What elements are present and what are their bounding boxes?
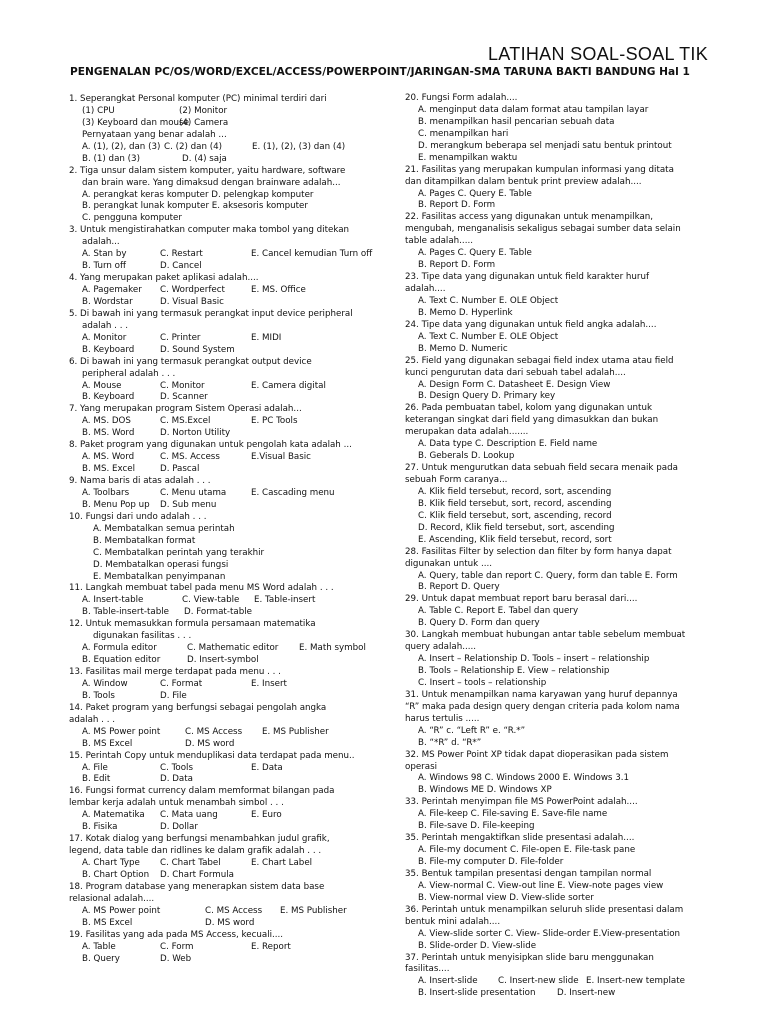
option-line: D. Membatalkan operasi fungsi bbox=[93, 559, 229, 570]
option-line: B. Insert-slide presentation D. Insert-new bbox=[418, 988, 616, 999]
option-line: D. Record, Klik field tersebut, sort, ascending bbox=[418, 522, 615, 533]
option-line: B. Design Query D. Primary key bbox=[418, 391, 556, 402]
question-line: 7. Yang merupakan program Sistem Operasi adalah... bbox=[69, 404, 302, 415]
option-line: A. Toolbars C. Menu utama E. Cascading menu bbox=[82, 487, 335, 498]
option-line: A. “R” c. “Left R” e. “R.*” bbox=[418, 725, 526, 736]
question-line: digunakan fasilitas . . . bbox=[93, 631, 192, 642]
question-line: 12. Untuk memasukkan formula persamaan matematika bbox=[69, 619, 316, 630]
option-line: B. perangkat lunak komputer E. aksesoris komputer bbox=[82, 201, 308, 212]
option-line: (1) CPU (2) Monitor bbox=[82, 105, 228, 116]
question-line: sebuah Form caranya... bbox=[405, 475, 508, 485]
question-line: 32. MS Power Point XP tidak dapat dioperasikan pada sistem bbox=[405, 749, 669, 760]
option-line: A. View-slide sorter C. View- Slide-order E.View-presentation bbox=[418, 928, 681, 939]
question-line: 35. Perintah mengaktifkan slide presentasi adalah.... bbox=[405, 833, 635, 844]
question-line: kunci pengurutan data dari sebuah tabel adalah.... bbox=[405, 367, 626, 378]
option-line: B. Slide-order D. View-slide bbox=[418, 940, 537, 951]
option-line: B. Memo D. Hyperlink bbox=[418, 307, 513, 318]
option-line: B. Windows ME D. Windows XP bbox=[418, 785, 552, 796]
option-line: B. File-save D. File-keeping bbox=[418, 821, 535, 832]
question-line: adalah . . . bbox=[69, 714, 115, 725]
question-line: “R” maka pada design query dengan criteria pada kolom nama bbox=[405, 701, 680, 712]
option-line: A. Formula editor C. Mathematic editor E. Math symbol bbox=[82, 643, 366, 654]
question-line: 20. Fungsi Form adalah.... bbox=[405, 93, 518, 103]
option-line: A. Chart Type C. Chart Tabel E. Chart Label bbox=[82, 858, 313, 868]
question-line: 33. Perintah menyimpan file MS PowerPoint adalah.... bbox=[405, 797, 638, 808]
left-column bbox=[69, 94, 394, 965]
option-line: A. Text C. Number E. OLE Object bbox=[418, 331, 559, 342]
option-line: B. Memo D. Numeric bbox=[418, 343, 508, 354]
option-line: D. merangkum beberapa sel menjadi satu bentuk printout bbox=[418, 140, 672, 151]
question-line: 1. Seperangkat Personal komputer (PC) minimal terdiri dari bbox=[69, 94, 327, 104]
question-line: 17. Kotak dialog yang berfungsi menambahkan judul grafik, bbox=[69, 834, 330, 845]
question-line: mengubah, menganalisis sekaligus sebagai sumber data selain bbox=[405, 224, 681, 235]
option-line: A. Text C. Number E. OLE Object bbox=[418, 295, 559, 306]
option-line: B. Equation editor D. Insert-symbol bbox=[82, 655, 259, 666]
question-line: bentuk mini adalah.... bbox=[405, 916, 501, 927]
option-line: C. menampilkan hari bbox=[418, 128, 509, 139]
option-line: B. Fisika D. Dollar bbox=[82, 822, 198, 833]
option-line: B. “*R” d. “R*” bbox=[418, 737, 482, 748]
question-line: 37. Perintah untuk menyisipkan slide baru menggunakan bbox=[405, 952, 654, 963]
question-line: Pernyataan yang benar adalah ... bbox=[82, 129, 227, 140]
option-line: B. Chart Option D. Chart Formula bbox=[82, 869, 234, 880]
question-line: 30. Langkah membuat hubungan antar table sebelum membuat bbox=[405, 630, 686, 641]
option-line: B. Report D. Form bbox=[418, 260, 496, 271]
question-line: 19. Fasilitas yang ada pada MS Access, kecuali.... bbox=[69, 929, 284, 940]
option-line: A. Klik field tersebut, record, sort, ascending bbox=[418, 486, 612, 497]
option-line: A. Stan by C. Restart E. Cancel kemudian Turn off bbox=[82, 249, 373, 260]
option-line: B. Wordstar D. Visual Basic bbox=[82, 296, 224, 307]
question-line: 15. Perintah Copy untuk menduplikasi data terdapat pada menu.. bbox=[69, 750, 355, 761]
option-line: A. Matematika C. Mata uang E. Euro bbox=[82, 810, 282, 821]
option-line: B. View-normal view D. View-slide sorter bbox=[418, 892, 594, 903]
question-line: 31. Untuk menampilkan nama karyawan yang huruf depannya bbox=[405, 689, 678, 700]
question-line: table adalah..... bbox=[405, 236, 473, 247]
option-line: A. Insert-slide C. Insert-new slide E. Insert-new template bbox=[418, 976, 685, 987]
option-line: B. Tools – Relationship E. View – relationship bbox=[418, 666, 610, 676]
question-line: 23. Tipe data yang digunakan untuk field karakter huruf bbox=[405, 272, 650, 283]
option-line: B. menampilkan hasil pencarian sebuah data bbox=[418, 116, 615, 127]
question-line: relasional adalah.... bbox=[69, 893, 155, 904]
option-line: A. (1), (2), dan (3) C. (2) dan (4) E. (1), (2), (3) dan (4) bbox=[82, 141, 346, 152]
option-line: A. Data type C. Description E. Field name bbox=[418, 439, 598, 450]
option-line: B. Report D. Form bbox=[418, 200, 496, 211]
option-line: A. Window C. Format E. Insert bbox=[82, 678, 287, 689]
question-line: 26. Pada pembuatan tabel, kolom yang digunakan untuk bbox=[405, 403, 652, 414]
question-line: 35. Bentuk tampilan presentasi dengan tampilan normal bbox=[405, 868, 652, 879]
option-line: C. Insert – tools – relationship bbox=[418, 677, 547, 688]
option-line: A. File-keep C. File-saving E. Save-file name bbox=[418, 809, 608, 820]
option-line: A. View-normal C. View-out line E. View-note pages view bbox=[418, 880, 664, 891]
question-line: operasi bbox=[405, 761, 438, 772]
question-line: 5. Di bawah ini yang termasuk perangkat input device peripheral bbox=[69, 308, 353, 319]
option-line: E. Ascending, Klik field tersebut, record, sort bbox=[418, 534, 612, 545]
option-line: B. Menu Pop up D. Sub menu bbox=[82, 499, 217, 510]
question-line: 2. Tiga unsur dalam sistem komputer, yaitu hardware, software bbox=[69, 165, 346, 176]
question-line: 28. Fasilitas Filter by selection dan filter by form hanya dapat bbox=[405, 546, 672, 557]
option-line: B. (1) dan (3) D. (4) saja bbox=[82, 153, 227, 164]
option-line: B. Keyboard D. Sound System bbox=[82, 344, 235, 355]
option-line: A. MS. Word C. MS. Access E.Visual Basic bbox=[82, 452, 311, 463]
question-line: adalah . . . bbox=[82, 320, 128, 331]
question-line: merupakan data adalah....... bbox=[405, 427, 529, 438]
question-line: digunakan untuk .... bbox=[405, 558, 493, 569]
option-line: B. Keyboard D. Scanner bbox=[82, 392, 208, 403]
option-line: A. File-my document C. File-open E. File-task pane bbox=[418, 845, 636, 856]
option-line: A. menginput data dalam format atau tampilan layar bbox=[418, 104, 649, 115]
question-line: 24. Tipe data yang digunakan untuk field angka adalah.... bbox=[405, 319, 657, 330]
question-line: 13. Fasilitas mail merge terdapat pada menu . . . bbox=[69, 667, 281, 677]
option-line: B. Klik field tersebut, sort, record, ascending bbox=[418, 498, 612, 509]
question-line: adalah... bbox=[82, 237, 120, 248]
option-line: A. Monitor C. Printer E. MIDI bbox=[82, 332, 282, 343]
question-line: 16. Fungsi format currency dalam memformat bilangan pada bbox=[69, 786, 335, 797]
option-line: B. Report D. Query bbox=[418, 582, 500, 593]
option-line: B. MS Excel D. MS word bbox=[82, 738, 235, 749]
question-line: 9. Nama baris di atas adalah . . . bbox=[69, 476, 211, 486]
option-line: E. menampilkan waktu bbox=[418, 152, 518, 163]
option-line: B. Query D. Form dan query bbox=[418, 618, 540, 629]
option-line: C. Membatalkan perintah yang terakhir bbox=[93, 547, 265, 558]
option-line: (3) Keyboard dan mouse(4) Camera bbox=[82, 117, 229, 128]
option-line: A. File C. Tools E. Data bbox=[82, 762, 283, 773]
question-line: query adalah..... bbox=[405, 642, 477, 653]
option-line: A. Pages C. Query E. Table bbox=[418, 188, 532, 199]
page-subtitle: PENGENALAN PC/OS/WORD/EXCEL/ACCESS/POWERPOINT/JARINGAN-SMA TARUNA BAKTI BANDUNG Hal 1 bbox=[70, 66, 690, 78]
option-line: B. File-my computer D. File-folder bbox=[418, 857, 564, 867]
question-line: 21. Fasilitas yang merupakan kumpulan informasi yang ditata bbox=[405, 164, 674, 175]
question-line: fasilitas.... bbox=[405, 964, 450, 975]
option-line: B. MS. Word D. Norton Utility bbox=[82, 428, 231, 439]
option-line: B. MS. Excel D. Pascal bbox=[82, 464, 200, 475]
option-line: B. Geberals D. Lookup bbox=[418, 451, 515, 462]
question-line: 29. Untuk dapat membuat report baru berasal dari.... bbox=[405, 594, 638, 605]
question-line: 27. Untuk mengurutkan data sebuah field secara menaik pada bbox=[405, 463, 678, 474]
option-line: A. Pagemaker C. Wordperfect E. MS. Office bbox=[82, 285, 306, 295]
question-line: 11. Langkah membuat tabel pada menu MS Word adalah . . . bbox=[69, 583, 334, 594]
option-line: A. Windows 98 C. Windows 2000 E. Windows 3.1 bbox=[418, 773, 630, 784]
question-line: harus tertulis ..... bbox=[405, 713, 480, 724]
option-line: B. Table-insert-table D. Format-table bbox=[82, 607, 252, 618]
question-line: 22. Fasilitas access yang digunakan untuk menampilkan, bbox=[405, 212, 654, 223]
option-line: E. Membatalkan penyimpanan bbox=[93, 571, 226, 582]
option-line: A. MS Power point C. MS Access E. MS Publisher bbox=[82, 905, 347, 916]
question-line: legend, data table dan ridlines ke dalam grafik adalah . . . bbox=[69, 846, 322, 857]
option-line: A. MS Power point C. MS Access E. MS Publisher bbox=[82, 726, 329, 737]
option-line: A. Table C. Report E. Tabel dan query bbox=[418, 606, 579, 617]
page-title: LATIHAN SOAL-SOAL TIK bbox=[488, 44, 709, 64]
question-line: dan ditampilkan dalam bentuk print preview adalah.... bbox=[405, 176, 642, 187]
question-line: 18. Program database yang menerapkan sistem data base bbox=[69, 881, 325, 892]
question-line: 6. Di bawah ini yang termasuk perangkat output device bbox=[69, 356, 312, 367]
question-line: dan brain ware. Yang dimaksud dengan brainware adalah... bbox=[82, 177, 341, 188]
option-line: B. Membatalkan format bbox=[93, 535, 196, 546]
question-line: 4. Yang merupakan paket aplikasi adalah.... bbox=[69, 273, 259, 284]
option-line: A. MS. DOS C. MS.Excel E. PC Tools bbox=[82, 416, 298, 427]
option-line: A. Table C. Form E. Report bbox=[82, 941, 291, 952]
question-line: lembar kerja adalah untuk menambah simbol . . . bbox=[69, 798, 284, 809]
option-line: C. pengguna komputer bbox=[82, 213, 182, 224]
question-line: adalah.... bbox=[405, 284, 446, 294]
question-line: 10. Fungsi dari undo adalah . . . bbox=[69, 511, 207, 522]
option-line: A. Mouse C. Monitor E. Camera digital bbox=[82, 380, 326, 391]
right-column bbox=[405, 93, 697, 1000]
option-line: A. Query, table dan report C. Query, form dan table E. Form bbox=[418, 570, 678, 581]
option-line: B. Query D. Web bbox=[82, 953, 192, 964]
option-line: B. Edit D. Data bbox=[82, 774, 193, 785]
question-line: 14. Paket program yang berfungsi sebagai pengolah angka bbox=[69, 702, 327, 713]
question-line: 36. Perintah untuk menampilkan seluruh slide presentasi dalam bbox=[405, 904, 684, 915]
question-line: 3. Untuk mengistirahatkan computer maka tombol yang ditekan bbox=[69, 225, 350, 236]
option-line: A. Design Form C. Datasheet E. Design View bbox=[418, 379, 611, 390]
option-line: B. Tools D. File bbox=[82, 690, 187, 701]
option-line: A. Pages C. Query E. Table bbox=[418, 248, 532, 259]
option-line: B. Turn off D. Cancel bbox=[82, 261, 202, 272]
option-line: A. Membatalkan semua perintah bbox=[93, 523, 235, 534]
option-line: A. Insert-table C. View-table E. Table-insert bbox=[82, 595, 316, 606]
question-line: keterangan singkat dari field yang dimasukkan dan bukan bbox=[405, 415, 659, 426]
option-line: A. Insert – Relationship D. Tools – insert – relationship bbox=[418, 654, 650, 665]
option-line: A. perangkat keras komputer D. pelengkap komputer bbox=[82, 189, 314, 200]
option-line: B. MS Excel D. MS word bbox=[82, 917, 255, 928]
question-line: 8. Paket program yang digunakan untuk pengolah kata adalah ... bbox=[69, 440, 352, 451]
question-line: 25. Field yang digunakan sebagai field index utama atau field bbox=[405, 355, 674, 366]
option-line: C. Klik field tersebut, sort, ascending, record bbox=[418, 510, 612, 521]
question-line: peripheral adalah . . . bbox=[82, 368, 176, 379]
